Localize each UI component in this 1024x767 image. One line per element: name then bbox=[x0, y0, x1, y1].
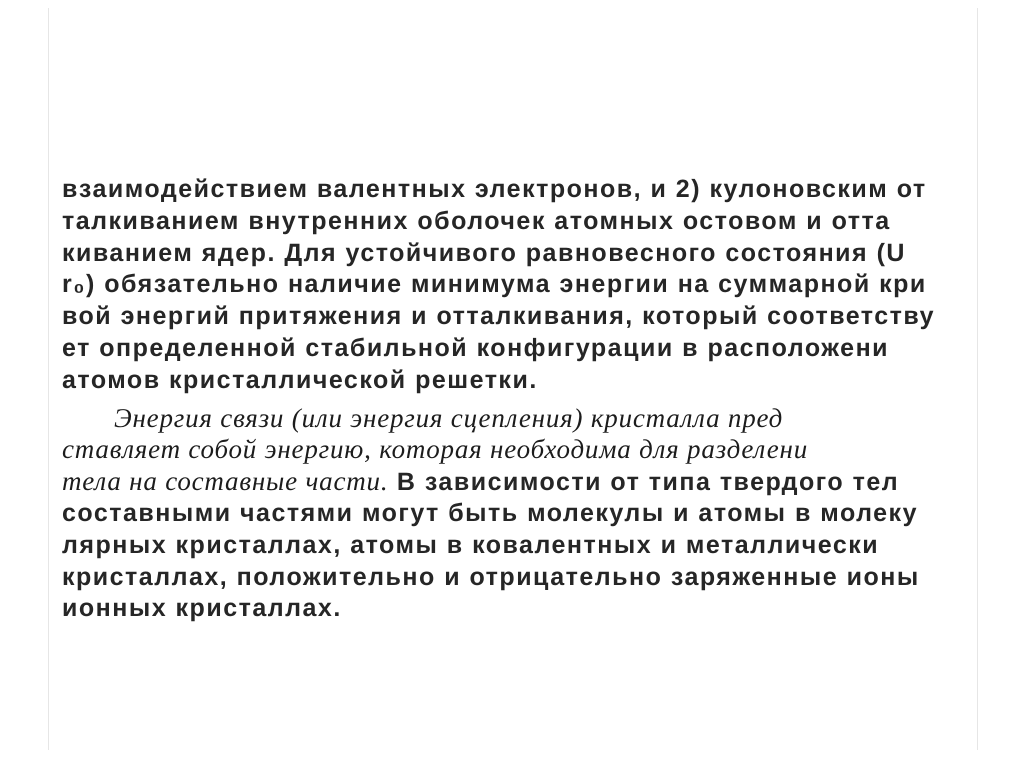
text-segment: В зависимости от типа твердого тел bbox=[388, 468, 900, 497]
text-line: ет определенной стабильной конфигурации в расположени bbox=[62, 333, 890, 362]
text-line: талкиванием внутренних оболочек атомных остовом и отта bbox=[62, 206, 891, 235]
mixed-line bbox=[62, 466, 960, 498]
text-line: составными частями могут быть молекулы и атомы в молеку bbox=[62, 498, 918, 527]
definition-line: Энергия связи (или энергия сцепления) кристалла пред bbox=[114, 402, 784, 433]
document-text bbox=[62, 174, 960, 625]
definition-end: тела на составные части. bbox=[62, 466, 389, 497]
text-line: кристаллах, положительно и отрицательно заряженные ионы bbox=[62, 562, 920, 591]
paragraph-1 bbox=[62, 174, 960, 397]
paragraph-2 bbox=[62, 403, 960, 626]
text-line: ионных кристаллах. bbox=[62, 594, 342, 623]
text-line: лярных кристаллах, атомы в ковалентных и металлически bbox=[62, 530, 880, 559]
text-line: атомов кристаллической решетки. bbox=[62, 365, 538, 394]
text-line: вой энергий притяжения и отталкивания, который соответству bbox=[62, 302, 936, 331]
text-line: киванием ядер. Для устойчивого равновесного состояния (U bbox=[62, 238, 906, 267]
text-line: взаимодействием валентных электронов, и 2) кулоновским от bbox=[62, 175, 927, 203]
definition-line: ставляет собой энергию, которая необходима для разделени bbox=[62, 434, 809, 465]
text-line: r₀) обязательно наличие минимума энергии на суммарной кри bbox=[62, 270, 927, 299]
